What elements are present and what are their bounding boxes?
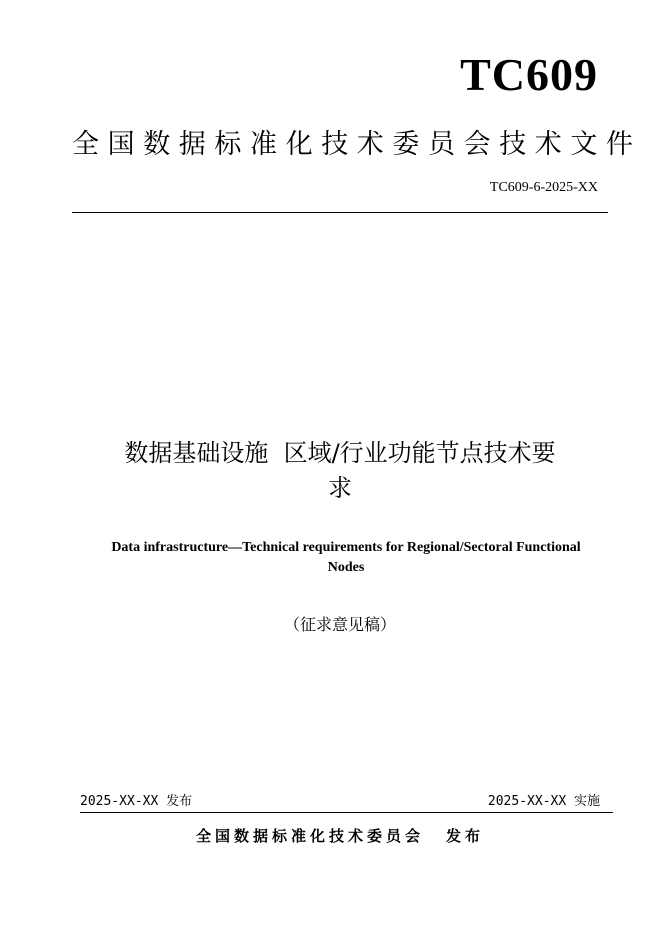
committee-code: TC609 <box>460 49 598 100</box>
chinese-title-line-2: 求 <box>328 474 352 502</box>
english-title-line-1: Data infrastructure—Technical requirements for Regional/Sectoral Functional <box>111 540 581 555</box>
implement-date: 2025-XX-XX 实施 <box>487 794 600 809</box>
chinese-title <box>72 436 608 506</box>
footer-publisher <box>72 826 608 846</box>
english-title-line-2: Nodes <box>327 560 365 575</box>
publish-label: 发布 <box>446 827 485 845</box>
footer-divider <box>80 812 613 813</box>
document-number: TC609-6-2025-XX <box>489 180 598 195</box>
header-divider <box>72 212 608 213</box>
english-title <box>76 538 616 578</box>
publisher-name: 全国数据标准化技术委员会 <box>195 827 424 845</box>
publish-date: 2025-XX-XX 发布 <box>80 794 193 809</box>
draft-status: （征求意见稿） <box>283 615 396 634</box>
chinese-title-line-1: 数据基础设施 区域/行业功能节点技术要 <box>124 439 556 467</box>
committee-document-title: 全国数据标准化技术委员会技术文件 <box>72 129 642 160</box>
